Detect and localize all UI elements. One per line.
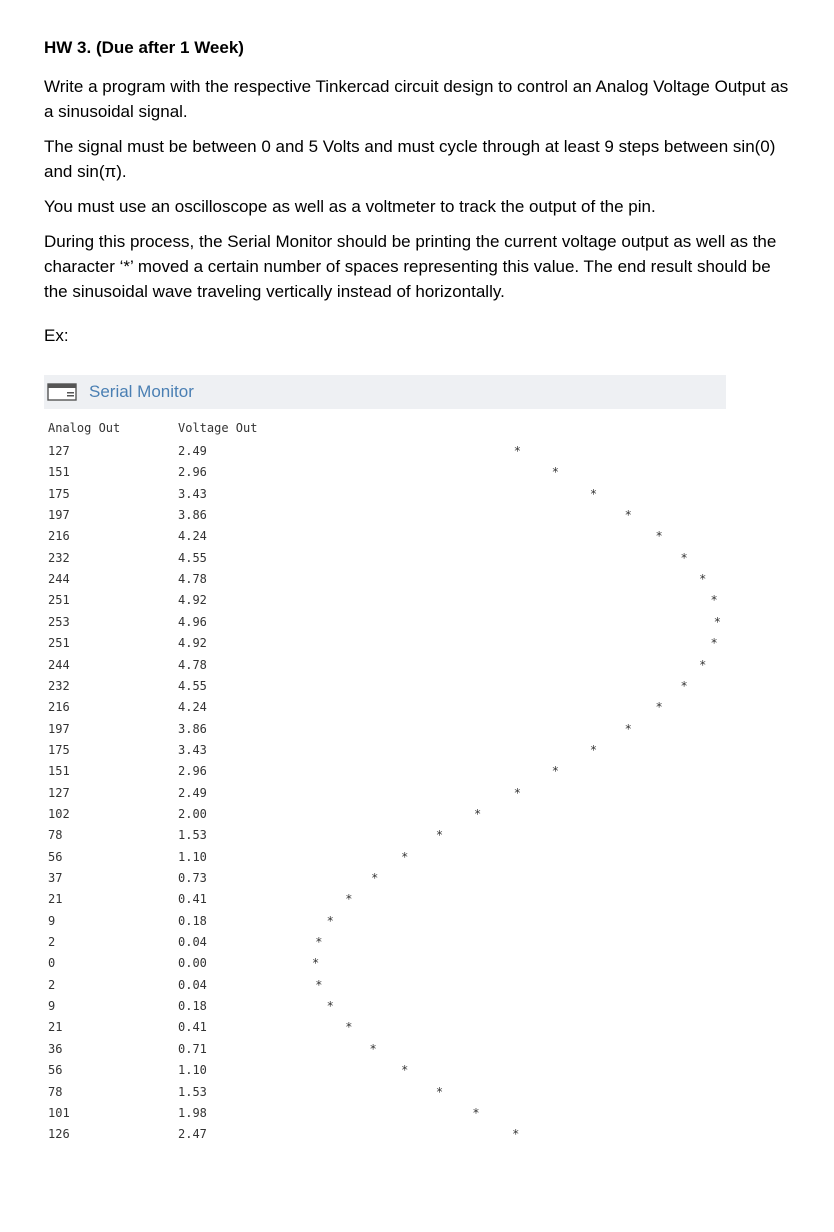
- serial-monitor-title: Serial Monitor: [89, 382, 194, 401]
- assignment-title: HW 3. (Due after 1 Week): [44, 38, 244, 57]
- analog-out-value: 151: [48, 465, 70, 480]
- waveform-star: *: [624, 508, 632, 523]
- analog-out-value: 175: [48, 486, 70, 501]
- waveform-star: *: [624, 721, 632, 736]
- analog-out-value: 197: [48, 721, 70, 736]
- analog-out-value: 78: [48, 1084, 63, 1099]
- waveform-star: *: [680, 678, 688, 693]
- waveform-star: *: [680, 550, 688, 565]
- voltage-out-value: 4.78: [178, 657, 207, 672]
- voltage-out-value: 1.53: [178, 1084, 207, 1099]
- voltage-out-value: 4.96: [178, 614, 207, 629]
- waveform-star: *: [371, 871, 379, 885]
- waveform-star: *: [474, 806, 482, 821]
- waveform-star: *: [435, 828, 444, 843]
- voltage-out-value: 4.92: [178, 636, 207, 651]
- analog-out-value: 232: [48, 678, 70, 693]
- analog-out-value: 37: [48, 871, 63, 885]
- waveform-star: *: [655, 700, 663, 715]
- voltage-out-value: 1.98: [178, 1105, 207, 1120]
- voltage-out-value: 2.49: [178, 444, 207, 458]
- paragraph-2: The signal must be between 0 and 5 Volts and must cycle through at least 9 steps between sin(0) and sin(π).: [44, 137, 776, 181]
- analog-out-value: 36: [48, 1041, 63, 1056]
- analog-out-value: 244: [48, 657, 70, 672]
- waveform-star: *: [513, 785, 521, 800]
- column-header-analog: Analog Out: [48, 421, 121, 435]
- analog-out-value: 101: [48, 1105, 70, 1120]
- voltage-out-value: 2.49: [178, 785, 207, 800]
- voltage-out-value: 2.96: [178, 465, 207, 480]
- analog-out-value: 251: [48, 593, 70, 608]
- voltage-out-value: 0.41: [178, 1020, 207, 1035]
- voltage-out-value: 3.86: [178, 508, 207, 523]
- document: [44, 38, 794, 346]
- voltage-out-value: 1.10: [178, 849, 207, 864]
- voltage-out-value: 1.53: [178, 828, 207, 843]
- analog-out-value: 244: [48, 572, 70, 587]
- waveform-star: *: [326, 999, 334, 1014]
- waveform-star: *: [472, 1105, 480, 1120]
- voltage-out-value: 0.71: [178, 1041, 207, 1056]
- waveform-star: *: [655, 529, 663, 544]
- voltage-out-value: 0.00: [178, 956, 207, 971]
- analog-out-value: 21: [48, 1020, 63, 1035]
- analog-out-value: 175: [48, 742, 70, 757]
- analog-out-value: 9: [48, 913, 56, 928]
- voltage-out-value: 0.04: [178, 977, 207, 992]
- waveform-star: *: [315, 935, 323, 950]
- voltage-out-value: 4.55: [178, 678, 207, 693]
- waveform-star: *: [345, 892, 353, 907]
- voltage-out-value: 0.41: [178, 892, 207, 907]
- voltage-out-value: 0.04: [178, 935, 207, 950]
- voltage-out-value: 2.47: [178, 1127, 207, 1142]
- waveform-star: *: [699, 657, 707, 672]
- analog-out-value: 197: [48, 508, 70, 523]
- voltage-out-value: 3.43: [178, 486, 207, 501]
- waveform-star: *: [345, 1020, 353, 1035]
- serial-monitor-output: [48, 421, 768, 1151]
- analog-out-value: 151: [48, 764, 70, 779]
- voltage-out-value: 0.18: [178, 913, 207, 928]
- analog-out-value: 251: [48, 636, 70, 651]
- paragraph-1: Write a program with the respective Tinkercad circuit design to control an Analog Voltage Output as a sinusoidal signal.: [44, 77, 789, 121]
- analog-out-value: 102: [48, 806, 70, 821]
- waveform-star: *: [326, 913, 334, 928]
- analog-out-value: 126: [48, 1127, 70, 1142]
- analog-out-value: 253: [48, 614, 70, 629]
- voltage-out-value: 4.92: [178, 593, 207, 608]
- analog-out-value: 127: [48, 785, 70, 800]
- voltage-out-value: 4.24: [178, 529, 207, 544]
- paragraph-3: You must use an oscilloscope as well as a voltmeter to track the output of the pin.: [44, 197, 656, 216]
- analog-out-value: 56: [48, 1063, 63, 1078]
- waveform-star: *: [435, 1084, 444, 1099]
- analog-out-value: 78: [48, 828, 63, 843]
- column-header-voltage: Voltage Out: [178, 421, 258, 435]
- voltage-out-value: 2.96: [178, 764, 207, 779]
- waveform-star: *: [369, 1041, 377, 1056]
- waveform-star: *: [551, 764, 559, 779]
- waveform-star: *: [513, 444, 521, 458]
- voltage-out-value: 3.86: [178, 721, 207, 736]
- serial-monitor-header: [44, 375, 726, 409]
- voltage-out-value: 2.00: [178, 806, 207, 821]
- waveform-star: *: [710, 593, 718, 608]
- analog-out-value: 216: [48, 529, 70, 544]
- waveform-star: *: [401, 1063, 409, 1078]
- analog-out-value: 2: [48, 977, 56, 992]
- voltage-out-value: 0.73: [178, 871, 207, 885]
- waveform-star: *: [713, 614, 721, 629]
- analog-out-value: 232: [48, 550, 70, 565]
- analog-out-value: 127: [48, 444, 70, 458]
- analog-out-value: 0: [48, 956, 56, 971]
- waveform-star: *: [699, 572, 707, 587]
- voltage-out-value: 0.18: [178, 999, 207, 1014]
- voltage-out-value: 4.55: [178, 550, 207, 565]
- voltage-out-value: 4.78: [178, 572, 207, 587]
- waveform-star: *: [315, 977, 323, 992]
- waveform-star: *: [551, 465, 559, 480]
- analog-out-value: 56: [48, 849, 63, 864]
- analog-out-value: 21: [48, 892, 63, 907]
- voltage-out-value: 4.24: [178, 700, 207, 715]
- serial-monitor-icon: [47, 383, 77, 401]
- waveform-star: *: [401, 849, 409, 864]
- analog-out-value: 9: [48, 999, 56, 1014]
- analog-out-value: 216: [48, 700, 70, 715]
- waveform-star: *: [512, 1127, 520, 1142]
- waveform-star: *: [589, 742, 598, 757]
- waveform-star: *: [710, 636, 718, 651]
- waveform-star: *: [312, 956, 320, 971]
- waveform-star: *: [589, 486, 598, 501]
- analog-out-value: 2: [48, 935, 56, 950]
- example-label: Ex:: [44, 326, 69, 345]
- voltage-out-value: 1.10: [178, 1063, 207, 1078]
- voltage-out-value: 3.43: [178, 742, 207, 757]
- paragraph-4: During this process, the Serial Monitor should be printing the current voltage output as well as the character ‘*’ moved a certain number of spaces representing this value. The end result should be the sinusoidal wave traveling vertically instead of horizontally.: [44, 232, 777, 301]
